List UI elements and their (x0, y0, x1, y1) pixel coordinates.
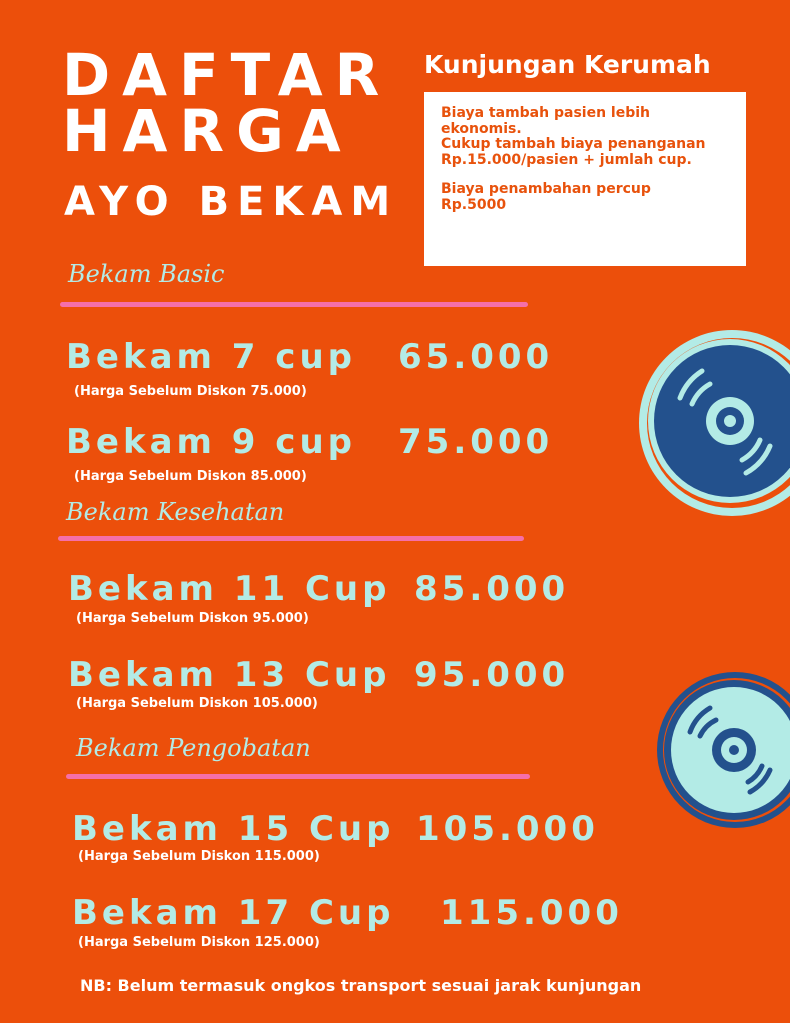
section-label-basic: Bekam Basic (68, 260, 225, 288)
home-visit-line: Cukup tambah biaya penanganan (441, 136, 706, 152)
home-visit-extra-line: Rp.5000 (441, 196, 507, 213)
home-visit-title: Kunjungan Kerumah (424, 50, 711, 79)
price-item-note: (Harga Sebelum Diskon 75.000) (74, 384, 307, 399)
price-item-note: (Harga Sebelum Diskon 115.000) (78, 849, 320, 864)
price-item-price: 65.000 (398, 337, 554, 377)
price-item-price: 85.000 (414, 569, 570, 609)
price-item-price: 105.000 (416, 809, 599, 849)
home-visit-extra-line: Biaya penambahan percup (441, 181, 651, 197)
home-visit-line: Biaya tambah pasien lebih ekonomis. (441, 105, 650, 137)
price-item-name: Bekam 13 Cup (68, 655, 391, 695)
section-divider (60, 302, 528, 307)
footer-transport-note: NB: Belum termasuk ongkos transport sesuai jarak kunjungan (80, 976, 642, 995)
price-item-name: Bekam 9 cup (66, 422, 356, 462)
price-item-price: 95.000 (414, 655, 570, 695)
price-item-note: (Harga Sebelum Diskon 105.000) (76, 696, 318, 711)
vinyl-record-icon (640, 670, 790, 830)
title-line-daftar: DAFTAR (62, 41, 392, 109)
section-label-pengobatan: Bekam Pengobatan (76, 734, 311, 762)
price-item-name: Bekam 11 Cup (68, 569, 391, 609)
home-visit-line: Rp.15.000/pasien + jumlah cup. (441, 151, 692, 168)
price-item-note: (Harga Sebelum Diskon 95.000) (76, 611, 309, 626)
price-item-price: 115.000 (440, 893, 623, 933)
subtitle-ayo-bekam: AYO BEKAM (64, 179, 399, 225)
price-item-name: Bekam 17 Cup (72, 893, 395, 933)
title-line-harga: HARGA (62, 97, 353, 165)
price-item-price: 75.000 (398, 422, 554, 462)
price-item-note: (Harga Sebelum Diskon 85.000) (74, 469, 307, 484)
section-divider (58, 536, 524, 541)
price-item-name: Bekam 7 cup (66, 337, 356, 377)
section-divider (66, 774, 530, 779)
vinyl-record-icon (620, 328, 790, 518)
price-item-name: Bekam 15 Cup (72, 809, 395, 849)
price-item-note: (Harga Sebelum Diskon 125.000) (78, 935, 320, 950)
section-label-kesehatan: Bekam Kesehatan (66, 498, 285, 526)
home-visit-info-box (424, 92, 746, 266)
